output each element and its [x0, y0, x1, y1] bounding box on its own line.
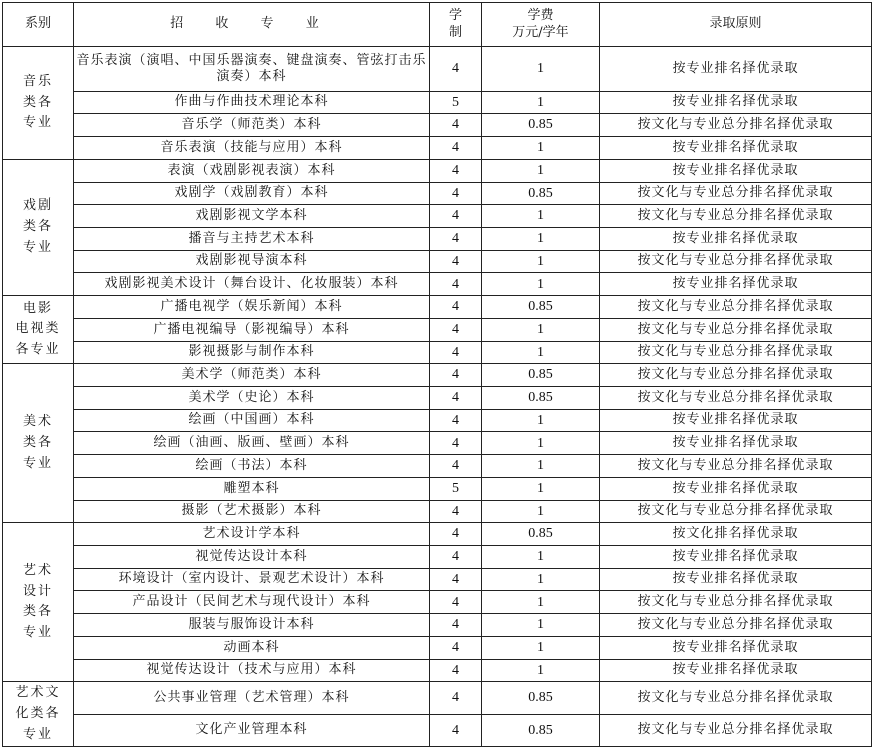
table-row	[3, 318, 872, 341]
major-cell: 艺术设计学本科	[74, 523, 430, 546]
years-cell: 4	[430, 409, 482, 432]
category-cell	[3, 159, 74, 295]
table-row	[3, 91, 872, 114]
table-row	[3, 614, 872, 637]
major-cell: 戏剧影视文学本科	[74, 205, 430, 228]
table-row	[3, 137, 872, 160]
table-row	[3, 409, 872, 432]
rule-cell: 按专业排名择优录取	[600, 636, 872, 659]
category-line: 专业	[22, 455, 53, 471]
category-line: 类各	[22, 94, 53, 110]
rule-cell: 按文化与专业总分排名择优录取	[600, 455, 872, 478]
table-row	[3, 591, 872, 614]
major-cell: 视觉传达设计（技术与应用）本科	[74, 659, 430, 682]
category-line: 艺术文	[15, 684, 61, 700]
years-cell: 5	[430, 477, 482, 500]
rule-cell: 按文化与专业总分排名择优录取	[600, 387, 872, 410]
fee-cell: 1	[482, 636, 600, 659]
fee-cell: 0.85	[482, 387, 600, 410]
major-cell: 文化产业管理本科	[74, 714, 430, 747]
rule-cell: 按专业排名择优录取	[600, 546, 872, 569]
years-cell: 4	[430, 455, 482, 478]
major-cell: 音乐表演（演唱、中国乐器演奏、键盘演奏、管弦打击乐演奏）本科	[74, 47, 430, 92]
major-cell: 视觉传达设计本科	[74, 546, 430, 569]
category-line: 音乐	[22, 73, 53, 89]
major-cell: 摄影（艺术摄影）本科	[74, 500, 430, 523]
years-cell: 4	[430, 682, 482, 714]
rule-cell: 按专业排名择优录取	[600, 159, 872, 182]
fee-cell: 1	[482, 409, 600, 432]
years-cell: 4	[430, 182, 482, 205]
major-cell: 影视摄影与制作本科	[74, 341, 430, 364]
rule-cell: 按文化与专业总分排名择优录取	[600, 591, 872, 614]
rule-cell: 按文化排名择优录取	[600, 523, 872, 546]
table-row	[3, 227, 872, 250]
category-line: 类各	[22, 434, 53, 450]
rule-cell: 按专业排名择优录取	[600, 137, 872, 160]
years-cell: 4	[430, 636, 482, 659]
rule-cell: 按文化与专业总分排名择优录取	[600, 682, 872, 714]
category-line: 设计	[22, 583, 53, 599]
header-major: 招 收 专 业	[74, 3, 430, 47]
major-cell: 美术学（史论）本科	[74, 387, 430, 410]
major-cell: 广播电视学（娱乐新闻）本科	[74, 296, 430, 319]
major-cell: 绘画（书法）本科	[74, 455, 430, 478]
table-row	[3, 159, 872, 182]
fee-cell: 1	[482, 318, 600, 341]
rule-cell: 按专业排名择优录取	[600, 227, 872, 250]
years-cell: 4	[430, 159, 482, 182]
fee-cell: 1	[482, 477, 600, 500]
header-years: 学 制	[430, 3, 482, 47]
major-cell: 雕塑本科	[74, 477, 430, 500]
fee-cell: 0.85	[482, 714, 600, 747]
category-cell	[3, 364, 74, 523]
fee-cell: 1	[482, 500, 600, 523]
years-cell: 5	[430, 91, 482, 114]
years-cell: 4	[430, 250, 482, 273]
years-cell: 4	[430, 114, 482, 137]
major-cell: 绘画（油画、版画、壁画）本科	[74, 432, 430, 455]
major-cell: 作曲与作曲技术理论本科	[74, 91, 430, 114]
rule-cell: 按文化与专业总分排名择优录取	[600, 318, 872, 341]
rule-cell: 按专业排名择优录取	[600, 273, 872, 296]
category-line: 美术	[22, 414, 53, 430]
table-row	[3, 364, 872, 387]
fee-cell: 0.85	[482, 296, 600, 319]
major-cell: 音乐表演（技能与应用）本科	[74, 137, 430, 160]
category-line: 专业	[22, 115, 53, 131]
rule-cell: 按专业排名择优录取	[600, 47, 872, 92]
table-row	[3, 568, 872, 591]
category-line: 各专业	[15, 342, 61, 358]
category-line: 专业	[22, 239, 53, 255]
rule-cell: 按专业排名择优录取	[600, 91, 872, 114]
fee-cell: 1	[482, 659, 600, 682]
table-row	[3, 523, 872, 546]
header-rule: 录取原则	[600, 3, 872, 47]
years-cell: 4	[430, 273, 482, 296]
category-cell	[3, 47, 74, 160]
fee-cell: 0.85	[482, 364, 600, 387]
years-cell: 4	[430, 500, 482, 523]
table-row	[3, 477, 872, 500]
rule-cell: 按文化与专业总分排名择优录取	[600, 500, 872, 523]
years-cell: 4	[430, 659, 482, 682]
major-cell: 广播电视编导（影视编导）本科	[74, 318, 430, 341]
fee-cell: 1	[482, 137, 600, 160]
table-row	[3, 273, 872, 296]
major-cell: 动画本科	[74, 636, 430, 659]
category-line: 电视类	[15, 321, 61, 337]
major-cell: 戏剧影视导演本科	[74, 250, 430, 273]
fee-cell: 0.85	[482, 523, 600, 546]
rule-cell: 按文化与专业总分排名择优录取	[600, 182, 872, 205]
major-cell: 音乐学（师范类）本科	[74, 114, 430, 137]
table-row	[3, 455, 872, 478]
major-cell: 表演（戏剧影视表演）本科	[74, 159, 430, 182]
major-cell: 服装与服饰设计本科	[74, 614, 430, 637]
category-cell	[3, 296, 74, 364]
fee-cell: 1	[482, 455, 600, 478]
fee-cell: 0.85	[482, 682, 600, 714]
rule-cell: 按文化与专业总分排名择优录取	[600, 364, 872, 387]
category-line: 专业	[22, 625, 53, 641]
category-cell	[3, 682, 74, 747]
table-row	[3, 682, 872, 714]
table-row	[3, 205, 872, 228]
category-line: 艺术	[22, 562, 53, 578]
rule-cell: 按文化与专业总分排名择优录取	[600, 250, 872, 273]
fee-cell: 1	[482, 341, 600, 364]
table-row	[3, 387, 872, 410]
table-body	[3, 47, 872, 747]
admissions-table	[2, 2, 872, 747]
years-cell: 4	[430, 227, 482, 250]
table-row	[3, 714, 872, 747]
fee-cell: 1	[482, 568, 600, 591]
years-cell: 4	[430, 318, 482, 341]
major-cell: 产品设计（民间艺术与现代设计）本科	[74, 591, 430, 614]
major-cell: 公共事业管理（艺术管理）本科	[74, 682, 430, 714]
fee-cell: 1	[482, 432, 600, 455]
major-cell: 绘画（中国画）本科	[74, 409, 430, 432]
table-row	[3, 432, 872, 455]
header-category: 系别	[3, 3, 74, 47]
years-cell: 4	[430, 387, 482, 410]
fee-cell: 0.85	[482, 114, 600, 137]
fee-cell: 1	[482, 546, 600, 569]
fee-cell: 1	[482, 159, 600, 182]
table-row	[3, 546, 872, 569]
years-cell: 4	[430, 341, 482, 364]
years-cell: 4	[430, 205, 482, 228]
years-cell: 4	[430, 364, 482, 387]
category-line: 电影	[22, 300, 53, 316]
category-line: 类各	[22, 604, 53, 620]
years-cell: 4	[430, 432, 482, 455]
rule-cell: 按文化与专业总分排名择优录取	[600, 341, 872, 364]
rule-cell: 按专业排名择优录取	[600, 659, 872, 682]
fee-cell: 1	[482, 614, 600, 637]
rule-cell: 按文化与专业总分排名择优录取	[600, 296, 872, 319]
fee-cell: 1	[482, 205, 600, 228]
category-line: 类各	[22, 219, 53, 235]
years-cell: 4	[430, 137, 482, 160]
major-cell: 戏剧影视美术设计（舞台设计、化妆服装）本科	[74, 273, 430, 296]
table-row	[3, 636, 872, 659]
rule-cell: 按文化与专业总分排名择优录取	[600, 614, 872, 637]
major-cell: 戏剧学（戏剧教育）本科	[74, 182, 430, 205]
years-cell: 4	[430, 47, 482, 92]
major-cell: 播音与主持艺术本科	[74, 227, 430, 250]
fee-cell: 1	[482, 47, 600, 92]
years-cell: 4	[430, 568, 482, 591]
years-cell: 4	[430, 591, 482, 614]
table-row	[3, 341, 872, 364]
table-row	[3, 659, 872, 682]
table-row	[3, 296, 872, 319]
rule-cell: 按文化与专业总分排名择优录取	[600, 714, 872, 747]
major-cell: 美术学（师范类）本科	[74, 364, 430, 387]
category-line: 专业	[22, 726, 53, 742]
table-row	[3, 182, 872, 205]
table-row	[3, 114, 872, 137]
category-cell	[3, 523, 74, 682]
table-row	[3, 250, 872, 273]
fee-cell: 1	[482, 227, 600, 250]
major-cell: 环境设计（室内设计、景观艺术设计）本科	[74, 568, 430, 591]
rule-cell: 按专业排名择优录取	[600, 409, 872, 432]
fee-cell: 1	[482, 91, 600, 114]
rule-cell: 按专业排名择优录取	[600, 477, 872, 500]
years-cell: 4	[430, 546, 482, 569]
rule-cell: 按文化与专业总分排名择优录取	[600, 205, 872, 228]
years-cell: 4	[430, 714, 482, 747]
years-cell: 4	[430, 614, 482, 637]
table-row	[3, 500, 872, 523]
rule-cell: 按文化与专业总分排名择优录取	[600, 114, 872, 137]
years-cell: 4	[430, 523, 482, 546]
category-line: 化类各	[15, 705, 61, 721]
rule-cell: 按专业排名择优录取	[600, 568, 872, 591]
table-row	[3, 47, 872, 92]
header-row	[3, 3, 872, 47]
years-cell: 4	[430, 296, 482, 319]
fee-cell: 1	[482, 273, 600, 296]
fee-cell: 0.85	[482, 182, 600, 205]
category-line: 戏剧	[22, 198, 53, 214]
fee-cell: 1	[482, 591, 600, 614]
rule-cell: 按专业排名择优录取	[600, 432, 872, 455]
header-fee: 学费 万元/学年	[482, 3, 600, 47]
fee-cell: 1	[482, 250, 600, 273]
